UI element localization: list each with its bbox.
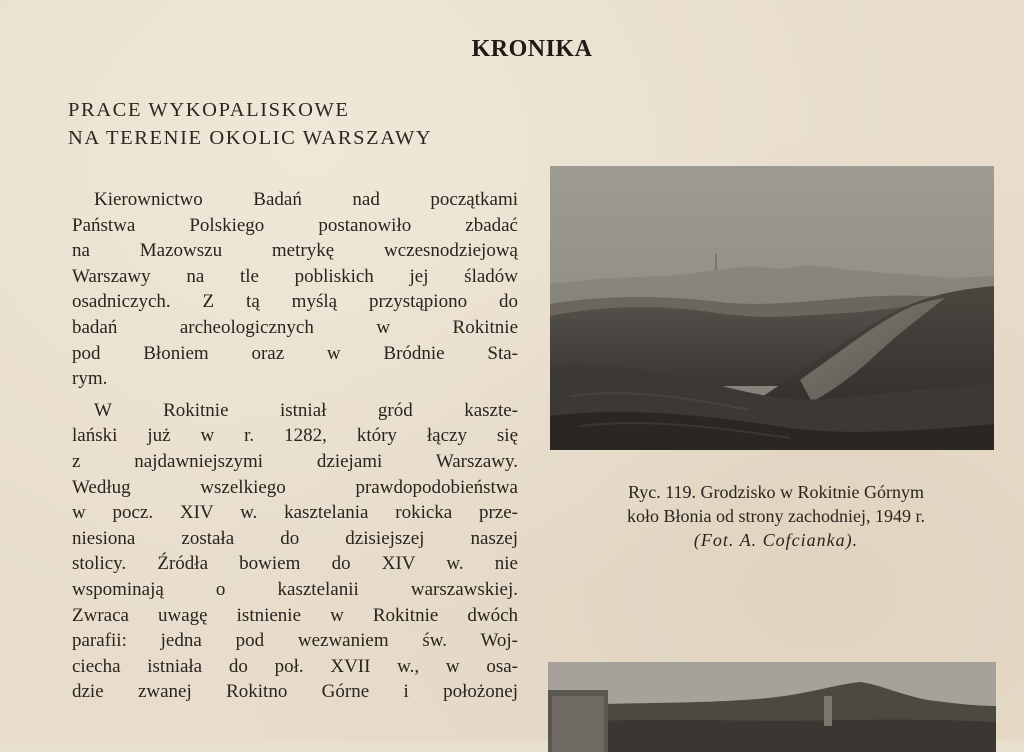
article-body: [72, 187, 518, 705]
caption-credit: (Fot. A. Cofcianka).: [693, 530, 859, 550]
paragraph2-line: parafii: jedna pod wezwaniem św. Woj-: [72, 630, 518, 652]
paragraph1-line: Kierownictwo Badań nad początkami: [94, 189, 518, 210]
paragraph2-line: lański już w r. 1282, który łączy się: [72, 425, 518, 447]
paragraph1-line: badań archeologicznych w Rokitnie: [72, 316, 518, 338]
paragraph2-line: wspominają o kasztelanii warszawskiej.: [72, 578, 518, 600]
paragraph1-line: osadniczych. Z tą myślą przystąpiono do: [72, 291, 518, 313]
paragraph2-line: dzie zwanej Rokitno Górne i położonej: [72, 681, 518, 703]
article-heading-line-1: PRACE WYKOPALISKOWE: [68, 99, 350, 121]
paragraph2-line: Zwraca uwagę istnienie w Rokitnie dwóch: [72, 604, 518, 626]
paragraph2-line: z najdawniejszymi dziejami Warszawy.: [72, 450, 518, 472]
paragraph2-line: w pocz. XIV w. kasztelania rokicka prze-: [72, 502, 518, 524]
article-heading-line-2: NA TERENIE OKOLIC WARSZAWY: [68, 127, 433, 149]
paragraph2-line: Według wszelkiego prawdopodobieństwa: [72, 476, 518, 498]
figure-caption: [548, 480, 1004, 552]
paragraph2-line: stolicy. Źródła bowiem do XIV w. nie: [72, 553, 518, 575]
hillfort-photo: [550, 166, 994, 450]
paragraph1-line: rym.: [72, 368, 108, 390]
paragraph1-line: Państwa Polskiego postanowiło zbadać: [72, 214, 518, 236]
paragraph2-line: ciecha istniała do poł. XVII w., w osa-: [72, 655, 518, 677]
paragraph1-line: Warszawy na tle pobliskich jej śladów: [72, 265, 518, 287]
caption-line-2: koło Błonia od strony zachodniej, 1949 r.: [627, 506, 925, 526]
paragraph1-line: pod Błoniem oraz w Bródnie Sta-: [72, 342, 518, 364]
article-heading: [68, 96, 432, 152]
second-photo: [548, 662, 996, 752]
paragraph2-line: niesiona została do dzisiejszej naszej: [72, 527, 518, 549]
paragraph1-line: na Mazowszu metrykę wczesnodziejową: [72, 240, 518, 262]
caption-line-1: Ryc. 119. Grodzisko w Rokitnie Górnym: [627, 482, 925, 502]
page-header: KRONIKA: [471, 36, 593, 62]
paragraph2-line: W Rokitnie istniał gród kaszte-: [94, 399, 518, 421]
